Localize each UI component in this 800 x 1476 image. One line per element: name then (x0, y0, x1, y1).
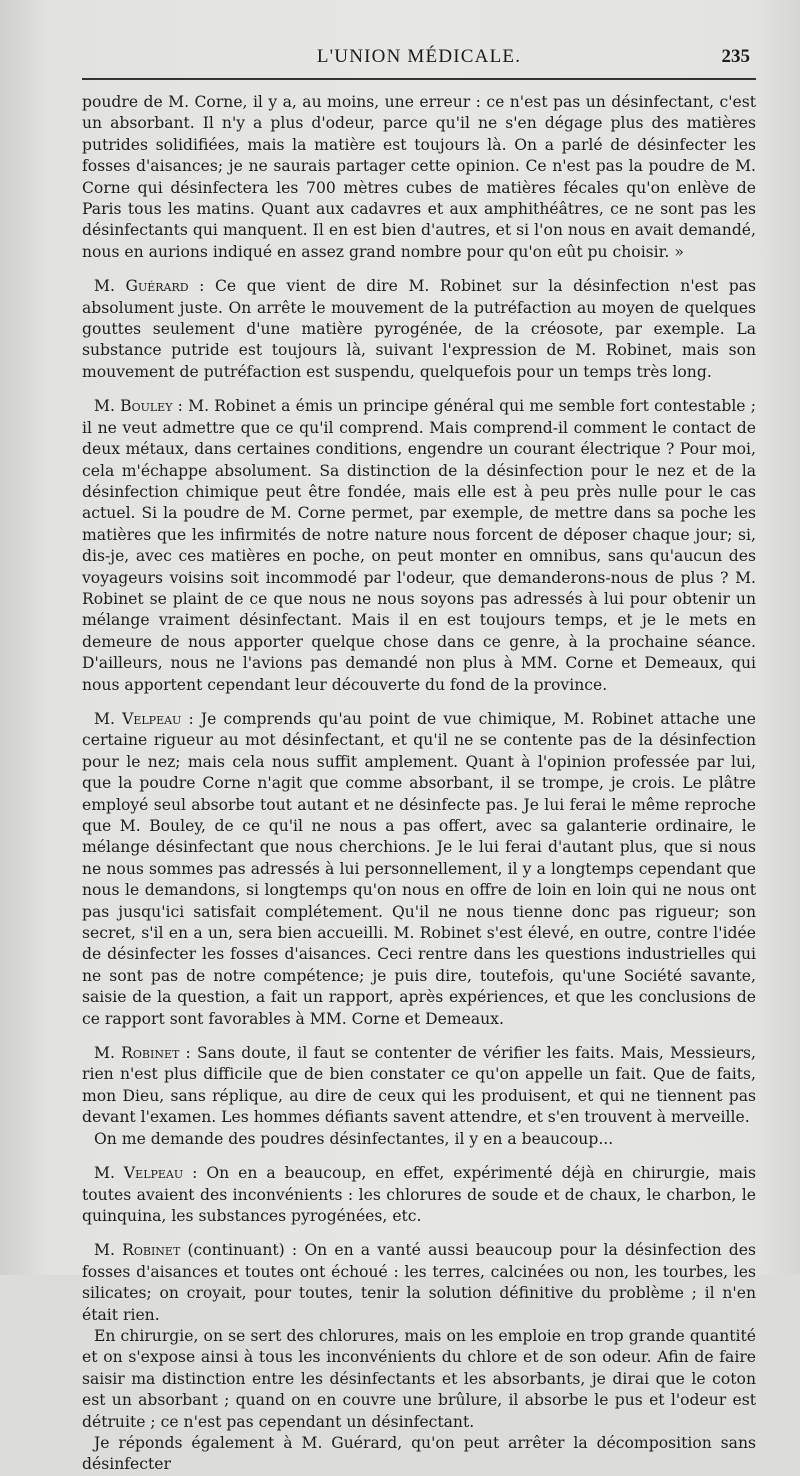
paragraph-robinet-cont: On me demande des poudres désinfectantes, il y en a beaucoup... (94, 1129, 614, 1148)
speaker-name: M. Robinet : (94, 1044, 191, 1063)
paragraph-velpeau-2: M. Velpeau : On en a beaucoup, en effet, expérimenté déjà en chirurgie, mais toutes avaient des inconvénients : les chlorures de soude et de chaux, le charbon, le quinquina, les substances pyrogénées, etc. (82, 1164, 756, 1225)
speaker-name: M. Velpeau : (94, 1164, 198, 1183)
paragraph-velpeau: M. Velpeau : Je comprends qu'au point de vue chimique, M. Robinet attache une certaine rigueur au mot désinfectant, et qu'il ne se contente pas de la désinfection pour le nez; mais cela nous suffit amplement. Quant à l'opinion professée par lui, que la poudre Corne n'agit que comme absorbant, il se trompe, je crois. Le plâtre employé seul absorbe tout autant et ne désinfecte pas. Je lui ferai le même reproche que M. Bouley, de ce qu'il ne nous a pas offert, avec sa galanterie ordinaire, le mélange désinfectant que nous cherchions. Je le lui ferai d'autant plus, que si nous ne nous sommes pas adressés à lui personnellement, il y a longtemps cependant que nous le demandons, si longtemps qu'on nous en offre de loin en loin qui ne nous ont pas jusqu'ici satisfait complétement. Qu'il ne nous tienne donc pas rigueur; son secret, s'il en a un, sera bien accueilli. M. Robinet s'est élevé, en outre, contre l'idée de désinfecter les fosses d'aisances. Ceci rentre dans les questions industrielles qui ne sont pas de notre compétence; je puis dire, toutefois, qu'une Société savante, saisie de la question, a fait un rapport, après expériences, et que les conclusions de ce rapport sont favorables à MM. Corne et Demeaux. (82, 709, 756, 1028)
speaker-name: M. Velpeau : (94, 709, 194, 728)
paragraph-robinet-2: M. Robinet (continuant) : On en a vanté aussi beaucoup pour la désinfection des fosses d'aisances et toutes ont échoué : les terres, calcinées ou non, les tourbes, les silicates; on croyait, pour toutes, tenir la solution définitive du problème ; il n'en était rien. (82, 1241, 757, 1324)
speaker-name: M. Bouley : (94, 397, 183, 416)
article-body (82, 92, 756, 1476)
paragraph-robinet: M. Robinet : Sans doute, il faut se contenter de vérifier les faits. Mais, Messieurs, rien n'est plus difficile que de bien constater ce qu'on appelle un fait. Que de faits, mon Dieu, sans réplique, au dire de ceux qui les produisent, et qui ne tiennent pas devant l'examen. Les hommes défiants savent attendre, et s'en trouvent à merveille. (82, 1044, 756, 1127)
speaker-name: M. Guérard : (94, 277, 205, 296)
speaker-name: M. Robinet (94, 1241, 181, 1260)
running-header (82, 46, 756, 78)
header-rule (82, 78, 756, 80)
journal-title: L'UNION MÉDICALE. (316, 46, 522, 67)
paragraph-guerard: M. Guérard : Ce que vient de dire M. Robinet sur la désinfection n'est pas absolument juste. On arrête le mouvement de la putréfaction au moyen de quelques gouttes seulement d'une matière pyrogénée, de la créosote, par exemple. La substance putride est toujours là, suivant l'expression de M. Robinet, mais son mouvement de putréfaction est suspendu, quelquefois pour un temps très long. (82, 277, 756, 381)
paragraph-bouley: M. Bouley : M. Robinet a émis un principe général qui me semble fort contestable ; il ne veut admettre que ce qu'il comprend. Mais comprend-il comment le contact de deux métaux, dans certaines conditions, engendre un courant électrique ? Pour moi, cela m'échappe absolument. Sa distinction de la désinfection pour le nez et de la désinfection chimique peut être fondée, mais elle est à peu près nulle pour le cas actuel. Si la poudre de M. Corne permet, par exemple, de mettre dans sa poche les matières que les infirmités de notre nature nous forcent de déposer chaque jour; si, dis-je, avec ces matières en poche, on peut monter en omnibus, sans qu'aucun des voyageurs voisins soit incommodé par l'odeur, que demanderons-nous de plus ? M. Robinet se plaint de ce que nous ne nous soyons pas adressés à lui pour obtenir un mélange vraiment désinfectant. Mais il en est toujours temps, et je le mets en demeure de nous apporter quelque chose dans ce genre, à la prochaine séance. D'ailleurs, nous ne l'avions pas demandé non plus à MM. Corne et Demeaux, qui nous apportent cependant leur découverte du fond de la province. (82, 397, 756, 694)
paragraph-robinet-3: En chirurgie, on se sert des chlorures, mais on les emploie en trop grande quantité et on s'expose ainsi à tous les inconvénients du chlore et de son odeur. Afin de faire saisir ma distinction entre les désinfectants et les absorbants, je dirai que le coton est un absorbant ; quand on en couvre une brûlure, il absorbe le pus et l'odeur est détruite ; ce n'est pas cependant un désinfectant. (82, 1326, 756, 1431)
page-number: 235 (721, 46, 750, 67)
paragraph-robinet-4: Je réponds également à M. Guérard, qu'on peut arrêter la décomposition sans désinfecter (82, 1433, 756, 1474)
paragraph-1: poudre de M. Corne, il y a, au moins, une erreur : ce n'est pas un désinfectant, c'est un absorbant. Il n'y a plus d'odeur, parce qu'il ne s'en dégage plus des matières putrides solidifiées, mais la matière est toujours là. On a parlé de désinfecter les fosses d'aisances; je ne saurais partager cette opinion. Ce n'est pas la poudre de M. Corne qui désinfectera les 700 mètres cubes de matières fécales qu'on enlève de Paris tous les matins. Quant aux cadavres et aux amphithéâtres, ce ne sont pas les désinfectants qui manquent. Il en est bien d'autres, et si l'on nous en avait demandé, nous en aurions indiqué en assez grand nombre pour qu'on eût pu choisir. » (82, 93, 756, 261)
